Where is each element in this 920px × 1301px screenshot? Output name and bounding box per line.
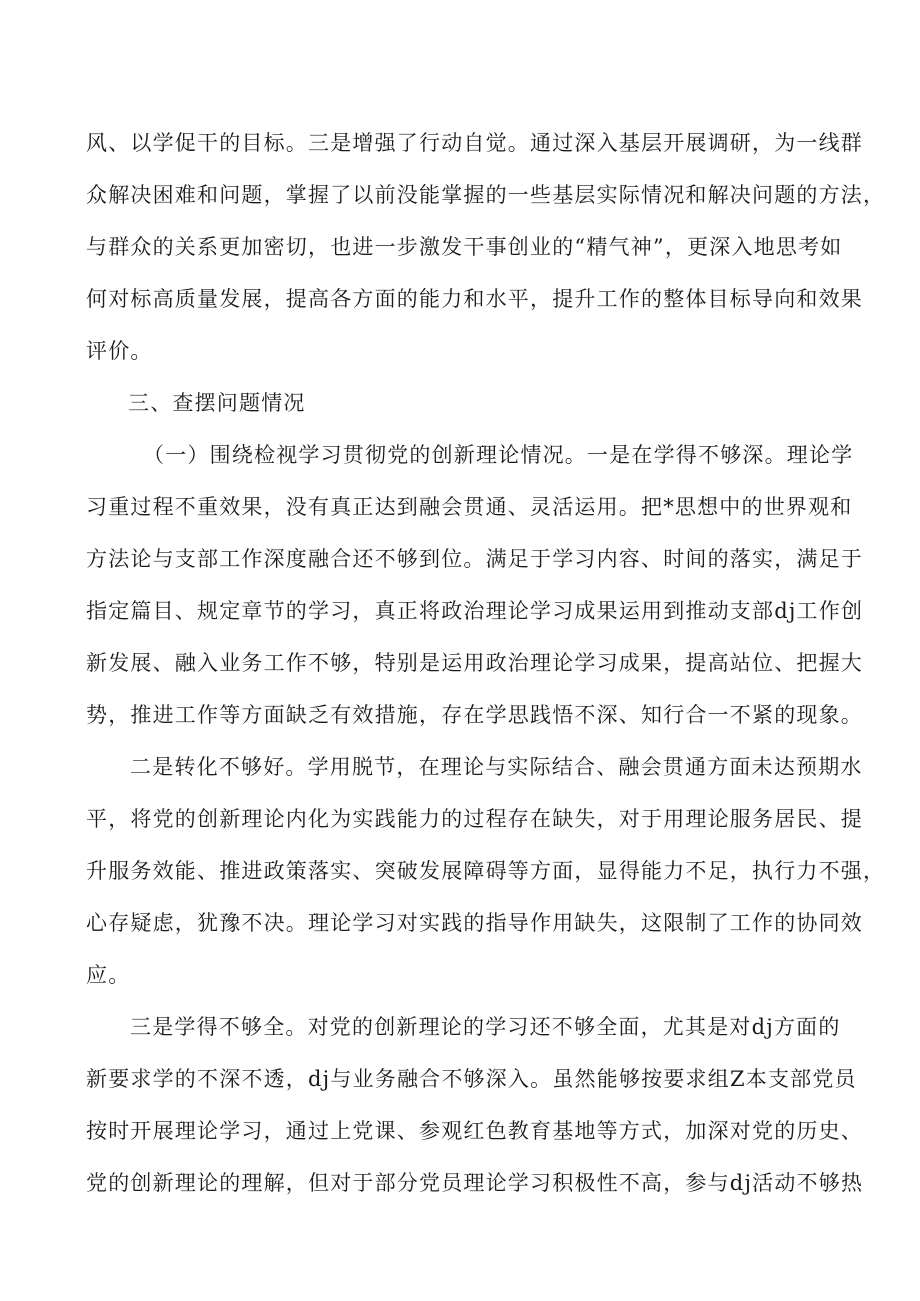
text-line: 党的创新理论的理解，但对于部分党员理论学习积极性不高，参与dj活动不够热 [86,1171,864,1195]
section-heading: 三、查摆问题情况 [128,391,306,415]
paragraph-first-line: 三是学得不够全。对党的创新理论的学习还不够全面，尤其是对dj方面的 [130,1015,841,1039]
text-line: 风、以学促干的目标。三是增强了行动自觉。通过深入基层开展调研，为一线群 [86,131,863,155]
paragraph-first-line: 二是转化不够好。学用脱节，在理论与实际结合、融会贯通方面未达预期水 [130,755,863,779]
text-line: 平，将党的创新理论内化为实践能力的过程存在缺失，对于用理论服务居民、提 [86,807,863,831]
text-line: 势，推进工作等方面缺乏有效措施，存在学思践悟不深、知行合一不紧的现象。 [86,703,863,727]
text-line: 方法论与支部工作深度融合还不够到位。满足于学习内容、时间的落实，满足于 [86,547,863,571]
text-line: 升服务效能、推进政策落实、突破发展障碍等方面，显得能力不足，执行力不强， [86,859,886,883]
text-line: 新要求学的不深不透，dj与业务融合不够深入。虽然能够按要求组Z本支部党员 [86,1067,857,1091]
text-line: 习重过程不重效果，没有真正达到融会贯通、灵活运用。把*思想中的世界观和 [86,495,853,519]
text-line: 心存疑虑，犹豫不决。理论学习对实践的指导作用缺失，这限制了工作的协同效 [86,911,863,935]
text-line: 应。 [86,963,131,987]
text-line: 新发展、融入业务工作不够，特别是运用政治理论学习成果，提高站位、把握大 [86,651,863,675]
text-line: 何对标高质量发展，提高各方面的能力和水平，提升工作的整体目标导向和效果 [86,287,863,311]
text-line: 众解决困难和问题，掌握了以前没能掌握的一些基层实际情况和解决问题的方法， [86,183,886,207]
text-line: 与群众的关系更加密切，也进一步激发干事创业的“精气神”，更深入地思考如 [86,235,843,259]
paragraph-first-line: （一）围绕检视学习贯彻党的创新理论情况。一是在学得不够深。理论学 [143,443,854,467]
text-line: 指定篇目、规定章节的学习，真正将政治理论学习成果运用到推动支部dj工作创 [86,599,864,623]
text-line: 评价。 [86,339,153,363]
text-line: 按时开展理论学习，通过上党课、参观红色教育基地等方式，加深对党的历史、 [86,1119,863,1143]
